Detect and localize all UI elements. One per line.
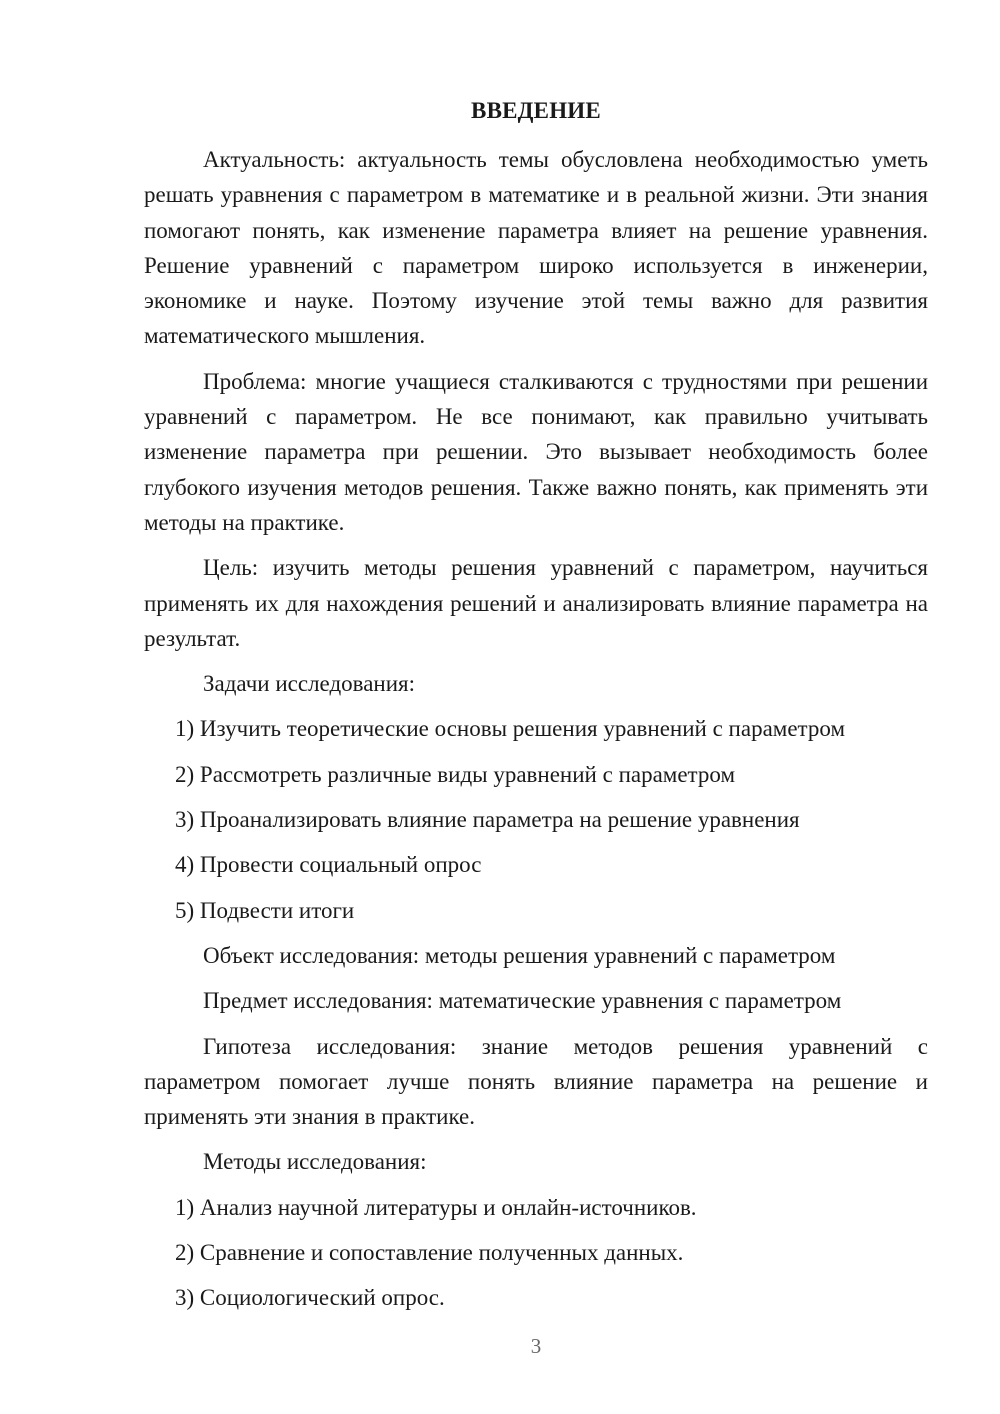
method-item: 2) Сравнение и сопоставление полученных данных. <box>175 1240 684 1266</box>
document-body <box>144 142 928 1326</box>
task-item: 1) Изучить теоретические основы решения уравнений с параметром <box>175 716 845 742</box>
task-item: 2) Рассмотреть различные виды уравнений с параметром <box>175 761 736 787</box>
method-item: 1) Анализ научной литературы и онлайн-источников. <box>175 1194 697 1220</box>
task-item: 3) Проанализировать влияние параметра на решение уравнения <box>175 807 800 833</box>
methods-heading: Методы исследования: <box>203 1149 427 1175</box>
task-item: 5) Подвести итоги <box>175 897 355 923</box>
research-object: Объект исследования: методы решения уравнений с параметром <box>203 942 836 968</box>
document-title: ВВЕДЕНИЕ <box>471 98 601 123</box>
hypothesis-paragraph: Гипотеза исследования: знание методов решения уравнений с параметром помогает лучше понять влияние параметра на решение и применять эти знания в практике. <box>144 1033 928 1130</box>
research-subject: Предмет исследования: математические уравнения с параметром <box>203 988 842 1014</box>
method-item: 3) Социологический опрос. <box>175 1285 445 1311</box>
relevance-paragraph: Актуальность: актуальность темы обусловлена необходимостью уметь решать уравнения с параметром в математике и в реальной жизни. Эти знания помогают понять, как изменение параметра влияет на решение уравнения. Решение уравнений с параметром широко используется в инженерии, экономике и науке. Поэтому изучение этой темы важно для развития математического мышления. <box>144 147 928 349</box>
problem-paragraph: Проблема: многие учащиеся сталкиваются с трудностями при решении уравнений с параметром. Не все понимают, как правильно учитывать изменение параметра при решении. Это вызывает необходимость более глубокого изучения методов решения. Также важно понять, как применять эти методы на практике. <box>144 368 928 535</box>
goal-paragraph: Цель: изучить методы решения уравнений с параметром, научиться применять их для нахождения решений и анализировать влияние параметра на результат. <box>144 555 928 651</box>
task-item: 4) Провести социальный опрос <box>175 852 482 878</box>
tasks-heading: Задачи исследования: <box>203 671 416 697</box>
page-number: 3 <box>530 1334 542 1358</box>
